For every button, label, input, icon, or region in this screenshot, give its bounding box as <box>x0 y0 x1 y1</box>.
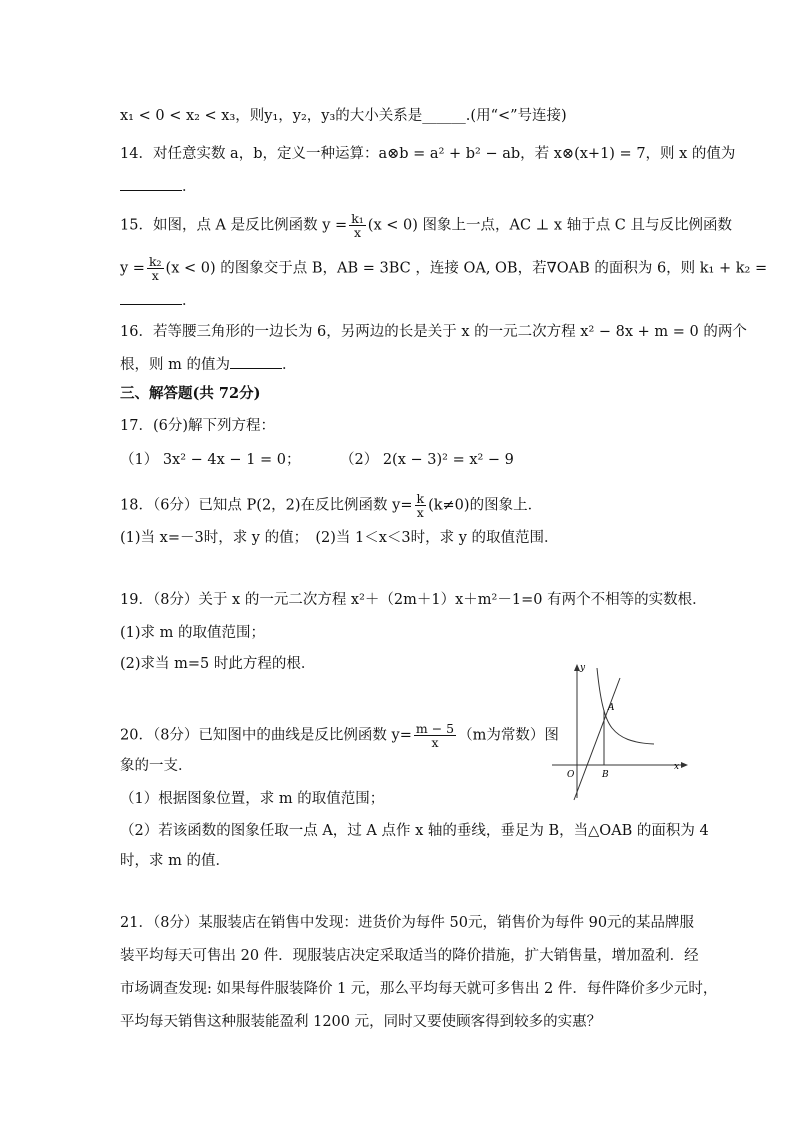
question-20-line-3: （1）根据图象位置，求 m 的取值范围； <box>120 791 385 807</box>
question-14-line-1: 14．对任意实数 a，b，定义一种运算：a⊗b = a² + b² − ab，若 x⊗(x+1) = 7，则 x 的值为 <box>120 146 736 162</box>
x-axis-arrow <box>681 762 688 768</box>
label-y: y <box>580 663 586 673</box>
question-15-line-1: 15．如图，点 A 是反比例函数 y = $\frac{\text{k₁}}{x}$ (x < 0) 图象上一点，AC ⊥ x 轴于点 C 且与反比例函数 <box>120 211 733 240</box>
question-17-part-1: （1） 3x² − 4x − 1 = 0； <box>120 452 301 468</box>
question-16-line-1: 16．若等腰三角形的一边长为 6，另两边的长是关于 x 的一元二次方程 x² − 8x + m = 0 的两个 <box>120 324 747 340</box>
hyperbola-branch <box>597 668 654 744</box>
line-through-origin <box>574 678 620 800</box>
question-19-line-1: 19．（8分）关于 x 的一元二次方程 x²＋（2m＋1）x＋m²－1=0 有两个不相等的实数根． <box>120 592 707 608</box>
label-x: x <box>674 762 680 772</box>
answer-blank <box>230 354 282 369</box>
question-21-line-3: 市场调查发现: 如果每件服装降价 1 元，那么平均每天就可多售出 2 件．每件降价多少元时， <box>120 981 718 997</box>
question-17-part-2: （2） 2(x − 3)² = x² − 9 <box>340 452 514 468</box>
label-a: A <box>608 703 615 713</box>
fraction-k-over-x: $\frac{k}{x}$ <box>416 491 425 520</box>
fraction-k1-over-x: $\frac{\text{k₁}}{x}$ <box>351 211 364 240</box>
question-21-line-4: 平均每天销售这种服装能盈利 1200 元，同时又要使顾客得到较多的实惠？ <box>120 1014 602 1030</box>
question-14-line-2: ． <box>120 176 197 197</box>
section-heading: 三、解答题(共 72分) <box>120 385 261 402</box>
fraction-k2-over-x: $\frac{\text{k₂}}{x}$ <box>148 254 162 283</box>
fraction-m-minus-5-over-x: $\frac{m - 5}{x}$ <box>415 721 455 750</box>
question-18-line-1: 18．（6分）已知点 P(2，2)在反比例函数 y= $\frac{k}{x}$ (k≠0)的图象上． <box>120 491 543 520</box>
label-origin: O <box>567 770 575 780</box>
question-20-line-4: （2）若该函数的图象任取一点 A，过 A 点作 x 轴的垂线，垂足为 B，当△OAB 的面积为 4 <box>120 823 709 839</box>
question-20-line-5: 时，求 m 的值． <box>120 853 230 869</box>
question-16-line-2: 根，则 m 的值为 ． <box>120 354 296 375</box>
question-18-line-2: (1)当 x=－3时，求 y 的值； (2)当 1＜x＜3时，求 y 的取值范围． <box>120 530 559 546</box>
question-15-line-3: ． <box>120 290 197 311</box>
question-15-line-2: y = $\frac{\text{k₂}}{x}$ (x < 0) 的图象交于点 B，AB = 3BC ，连接 OA, OB，若∇OAB 的面积为 6，则 k₁ + k₂ = <box>120 254 768 283</box>
answer-blank <box>120 290 182 305</box>
question-21-line-1: 21．（8分）某服装店在销售中发现：进货价为每件 50元，销售价为每件 90元的某品牌服 <box>120 915 695 931</box>
question-20-graph <box>552 658 692 803</box>
answer-blank <box>120 176 182 191</box>
question-19-line-3: (2)求当 m=5 时此方程的根． <box>120 656 316 672</box>
label-b: B <box>602 770 609 780</box>
question-19-line-2: (1)求 m 的取值范围； <box>120 625 266 641</box>
question-13-tail: x₁ < 0 < x₂ < x₃，则y₁，y₂，y₃的大小关系是______.(用“<”号连接) <box>120 108 567 124</box>
question-17-title: 17．(6分)解下列方程： <box>120 418 275 434</box>
question-20-line-1: 20．（8分）已知图中的曲线是反比例函数 y= $\frac{m - 5}{x}$ （m为常数）图 <box>120 721 559 750</box>
question-21-line-2: 装平均每天可售出 20 件．现服装店决定采取适当的降价措施，扩大销售量，增加盈利．经 <box>120 948 699 964</box>
question-20-line-2: 象的一支． <box>120 758 193 774</box>
